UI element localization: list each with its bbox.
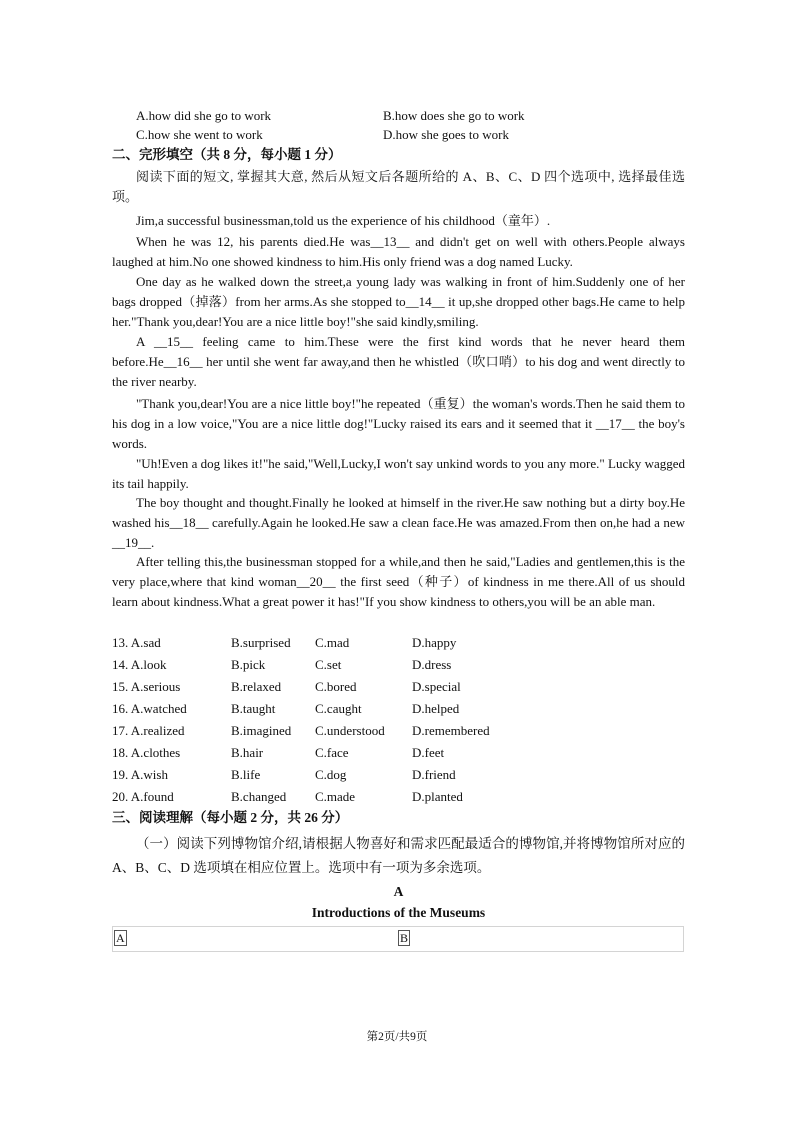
choice-item: C.understood [315,723,385,738]
choice-item: C.set [315,657,342,672]
choice-item: 19. A.wish [112,767,168,782]
table-cell-b [397,927,683,951]
choice-item: C.caught [315,701,362,716]
paragraph: One day as he walked down the street,a young lady was walking in front of him.Suddenly one of her bags dropped（掉落）from her arms.As she stopped to__14__ it up,she dropped other bags.He came to help her."Thank you,dear!You are a nice little boy!"she said kindly,smiling. [112,274,685,329]
option-row [136,125,510,144]
section-3-instruction: （一）阅读下列博物馆介绍,请根据人物喜好和需求匹配最适合的博物馆,并将博物馆所对应的 A、B、C、D 选项填在相应位置上。选项中有一项为多余选项。 [112,836,685,875]
paragraph: When he was 12, his parents died.He was__13__ and didn't get on well with others.People always laughed at him.No one showed kindness to him.His only friend was a dog named Lucky. [112,234,685,269]
choice-item: D.feet [412,745,445,760]
choice-item: D.remembered [412,723,490,738]
choice-row [112,720,685,742]
choice-item: B.pick [231,657,266,672]
choice-row [112,764,685,786]
paragraph: Jim,a successful businessman,told us the experience of his childhood（童年）. [136,213,551,228]
choice-item: 18. A.clothes [112,745,181,760]
option-c: C.how she went to work [136,127,263,142]
option-d: D.how she goes to work [383,127,510,142]
choice-item: C.made [315,789,356,804]
choice-item: C.mad [315,635,350,650]
choice-item: B.taught [231,701,276,716]
choice-row [112,786,685,808]
table-cell-a [113,927,397,951]
choice-row [112,698,685,720]
museum-table [112,926,684,952]
option-row [136,106,525,125]
choice-item: C.bored [315,679,357,694]
paragraph: "Uh!Even a dog likes it!"he said,"Well,Lucky,I won't say unkind words to you any more." Lucky wagged its tail happily. [112,456,685,491]
choice-item: D.planted [412,789,463,804]
choice-list [112,632,685,808]
choice-item: 20. A.found [112,789,174,804]
cell-label: A [116,931,125,945]
choice-item: D.happy [412,635,457,650]
paragraph: The boy thought and thought.Finally he looked at himself in the river.He saw nothing but a dirty boy.He washed his__18__ carefully.Again he looked.He saw a clean face.He was amazed.From then on,he had a new __19__. [112,495,685,550]
choice-item: B.imagined [231,723,292,738]
passage-letter: A [393,884,404,899]
choice-item: 14. A.look [112,657,167,672]
choice-row [112,742,685,764]
passage-title: Introductions of the Museums [311,905,486,920]
section-2-heading: 二、完形填空（共 8 分，每小题 1 分） [112,147,342,162]
option-a: A.how did she go to work [136,108,272,123]
option-b: B.how does she go to work [383,108,525,123]
page-footer: 第2页/共9页 [366,1031,428,1043]
choice-item: D.helped [412,701,460,716]
choice-row [112,632,685,654]
choice-item: D.friend [412,767,456,782]
choice-item: D.special [412,679,461,694]
choice-item: D.dress [412,657,452,672]
section-3-heading: 三、阅读理解（每小题 2 分，共 26 分） [112,810,349,825]
choice-row [112,676,685,698]
choice-item: 17. A.realized [112,723,185,738]
choice-row [112,654,685,676]
paragraph: A __15__ feeling came to him.These were the first kind words that he never heard them before.He__16__ her until she went far away,and then he whistled（吹口哨）to his dog and went directly to the river nearby. [112,334,685,389]
choice-item: B.hair [231,745,264,760]
choice-item: C.face [315,745,349,760]
choice-item: 13. A.sad [112,635,161,650]
choice-item: B.relaxed [231,679,282,694]
cell-label: B [400,931,409,945]
paragraph: "Thank you,dear!You are a nice little boy!"he repeated（重复）the woman's words.Then he said them to his dog in a low voice,"You are a nice little dog!"Lucky raised its ears and it seemed that it __17__ the boy's words. [112,396,685,451]
choice-item: B.life [231,767,261,782]
choice-item: 15. A.serious [112,679,181,694]
choice-item: C.dog [315,767,347,782]
choice-item: B.surprised [231,635,291,650]
choice-item: B.changed [231,789,287,804]
section-2-instruction: 阅读下面的短文, 掌握其大意, 然后从短文后各题所给的 A、B、C、D 四个选项中, 选择最佳选项。 [112,169,685,204]
choice-item: 16. A.watched [112,701,187,716]
paragraph: After telling this,the businessman stopped for a while,and then he said,"Ladies and gentlemen,this is the very place,where that kind woman__20__ the first seed（种子）of kindness in me there.All of us should learn about kindness.What a great power it has!"If you show kindness to others,you will be an able man. [112,554,685,609]
